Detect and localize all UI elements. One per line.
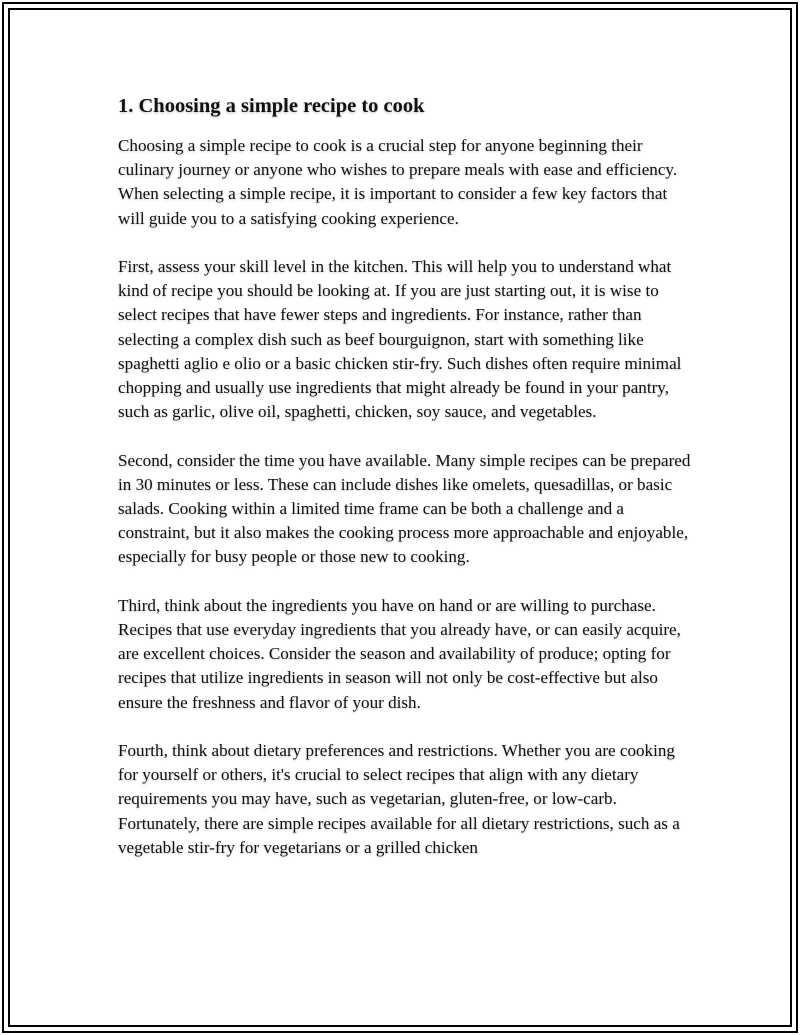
paragraph-dietary: Fourth, think about dietary preferences and restrictions. Whether you are cooking for yourself or others, it's crucial to select recipes that align with any dietary requirements you may have, such as vegetarian, gluten-free, or low-carb. Fortunately, there are simple recipes available for all dietary restrictions, such as a vegetable stir-fry for vegetarians or a grilled chicken xyxy=(118,741,680,857)
document-body xyxy=(118,92,696,884)
section-heading: 1. Choosing a simple recipe to cook xyxy=(118,95,425,117)
paragraph-ingredients: Third, think about the ingredients you have on hand or are willing to purchase. Recipes that use everyday ingredients that you already have, or can easily acquire, are excellent choices. Consider the season and availability of produce; opting for recipes that utilize ingredients in season will not only be cost-effective but also ensure the freshness and flavor of your dish. xyxy=(118,595,681,712)
paragraph-intro: Choosing a simple recipe to cook is a crucial step for anyone beginning their culinary journey or anyone who wishes to prepare meals with ease and efficiency. When selecting a simple recipe, it is important to consider a few key factors that will guide you to a satisfying cooking experience. xyxy=(118,136,678,228)
paragraph-time: Second, consider the time you have available. Many simple recipes can be prepared in 30 minutes or less. These can include dishes like omelets, quesadillas, or basic salads. Cooking within a limited time frame can be both a challenge and a constraint, but it also makes the cooking process more approachable and enjoyable, especially for busy people or those new to cooking. xyxy=(118,450,691,567)
paragraph-skill-level: First, assess your skill level in the kitchen. This will help you to understand what kind of recipe you should be looking at. If you are just starting out, it is wise to select recipes that have fewer steps and ingredients. For instance, rather than selecting a complex dish such as beef bourguignon, start with something like spaghetti aglio e olio or a basic chicken stir-fry. Such dishes often require minimal chopping and usually use ingredients that might already be found in your pantry, such as garlic, olive oil, spaghetti, chicken, soy sauce, and vegetables. xyxy=(118,257,682,422)
